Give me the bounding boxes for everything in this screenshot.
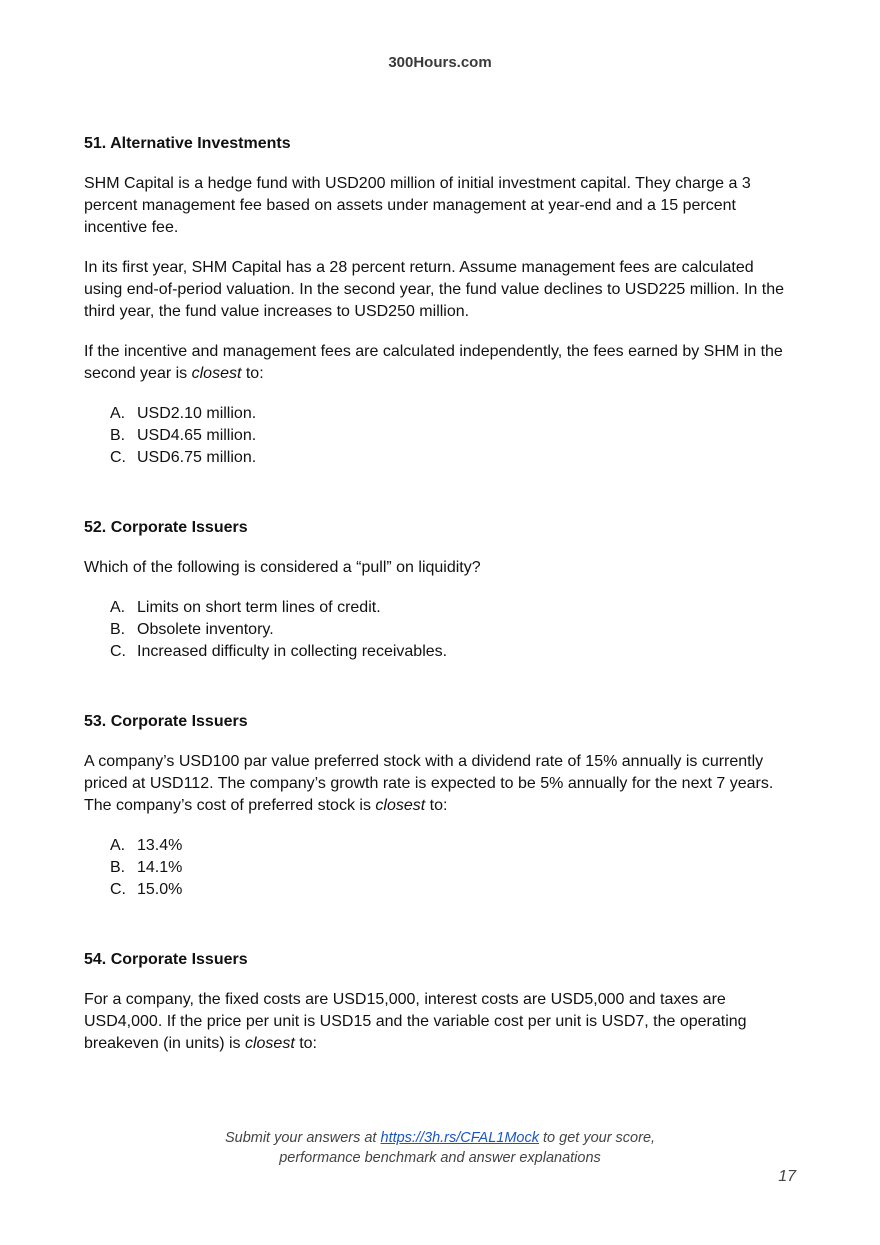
question-title: 54. Corporate Issuers bbox=[84, 951, 248, 968]
paragraph-text: to: bbox=[294, 1035, 317, 1052]
footer-line-1 bbox=[0, 1128, 880, 1148]
answer-option bbox=[110, 597, 796, 619]
question-53 bbox=[84, 711, 796, 901]
answer-option bbox=[110, 835, 796, 857]
question-stem bbox=[84, 751, 796, 817]
question-title: 53. Corporate Issuers bbox=[84, 713, 248, 730]
paragraph-text: If the incentive and management fees are calculated independently, the fees earned by SHM in the second year is bbox=[84, 343, 783, 382]
question-54 bbox=[84, 949, 796, 1055]
option-letter: C. bbox=[110, 881, 126, 898]
answer-option bbox=[110, 403, 796, 425]
question-title: 51. Alternative Investments bbox=[84, 135, 291, 152]
mock-submit-link[interactable]: https://3h.rs/CFAL1Mock bbox=[380, 1130, 539, 1146]
answer-option bbox=[110, 447, 796, 469]
question-stem bbox=[84, 341, 796, 385]
option-letter: B. bbox=[110, 621, 126, 638]
answer-option bbox=[110, 425, 796, 447]
option-letter: C. bbox=[110, 643, 126, 660]
page-header: 300Hours.com bbox=[388, 54, 492, 71]
question-paragraph bbox=[84, 173, 796, 239]
option-text: Limits on short term lines of credit. bbox=[137, 599, 381, 616]
emphasis-text: closest bbox=[375, 797, 426, 814]
option-letter: C. bbox=[110, 449, 126, 466]
option-text: 14.1% bbox=[137, 859, 183, 876]
question-title: 52. Corporate Issuers bbox=[84, 519, 248, 536]
question-paragraph bbox=[84, 257, 796, 323]
option-letter: B. bbox=[110, 427, 126, 444]
option-letter: A. bbox=[110, 599, 126, 616]
option-text: Increased difficulty in collecting receivables. bbox=[137, 643, 448, 660]
paragraph-text: to: bbox=[241, 365, 264, 382]
option-text: USD2.10 million. bbox=[137, 405, 257, 422]
option-letter: B. bbox=[110, 859, 126, 876]
answer-option bbox=[110, 879, 796, 901]
footer-text: Submit your answers at bbox=[224, 1130, 381, 1146]
emphasis-text: closest bbox=[191, 365, 242, 382]
page-number: 17 bbox=[778, 1168, 796, 1185]
paragraph-text: A company’s USD100 par value preferred stock with a dividend rate of 15% annually is currently priced at USD112. The company’s growth rate is expected to be 5% annually for the next 7 years. The company’s cost of preferred stock is bbox=[84, 753, 774, 814]
footer-line-2: performance benchmark and answer explanations bbox=[279, 1150, 601, 1166]
emphasis-text: closest bbox=[244, 1035, 295, 1052]
option-text: 15.0% bbox=[137, 881, 183, 898]
paragraph-text: In its first year, SHM Capital has a 28 percent return. Assume management fees are calculated using end-of-period valuation. In the second year, the fund value declines to USD225 million. In the third year, the fund value increases to USD250 million. bbox=[84, 259, 784, 320]
answer-option bbox=[110, 857, 796, 879]
option-text: USD4.65 million. bbox=[137, 427, 257, 444]
answer-option bbox=[110, 619, 796, 641]
paragraph-text: to: bbox=[425, 797, 448, 814]
option-text: Obsolete inventory. bbox=[137, 621, 274, 638]
question-stem bbox=[84, 989, 796, 1055]
question-stem bbox=[84, 557, 796, 579]
option-letter: A. bbox=[110, 837, 126, 854]
footer-text: to get your score, bbox=[538, 1130, 656, 1146]
answer-options bbox=[84, 403, 796, 469]
page-footer bbox=[0, 1128, 880, 1168]
answer-options bbox=[84, 835, 796, 901]
paragraph-text: Which of the following is considered a “pull” on liquidity? bbox=[84, 559, 481, 576]
paragraph-text: SHM Capital is a hedge fund with USD200 million of initial investment capital. They charge a 3 percent management fee based on assets under management at year-end and a 15 percent incentive fee. bbox=[84, 175, 751, 236]
answer-option bbox=[110, 641, 796, 663]
questions-container bbox=[84, 133, 796, 1103]
option-letter: A. bbox=[110, 405, 126, 422]
question-51 bbox=[84, 133, 796, 469]
option-text: 13.4% bbox=[137, 837, 183, 854]
answer-options bbox=[84, 597, 796, 663]
paragraph-text: For a company, the fixed costs are USD15,000, interest costs are USD5,000 and taxes are USD4,000. If the price per unit is USD15 and the variable cost per unit is USD7, the operating breakeven (in units) is bbox=[84, 991, 747, 1052]
question-52 bbox=[84, 517, 796, 663]
option-text: USD6.75 million. bbox=[137, 449, 257, 466]
